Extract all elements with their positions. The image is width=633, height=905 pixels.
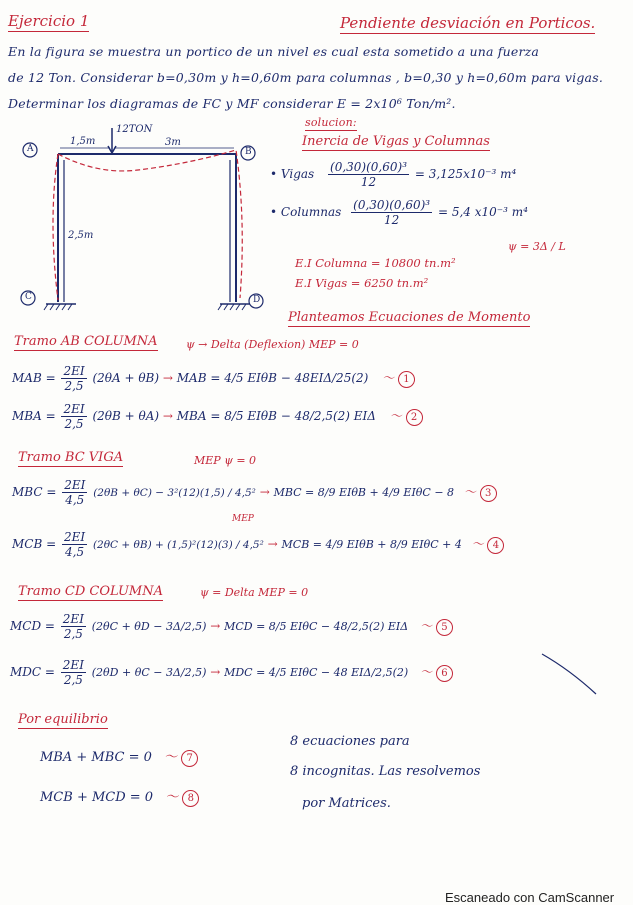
camscanner-watermark: Escaneado con CamScanner — [445, 890, 615, 905]
equation-4: MCB = $\frac{2EI}{4,5}$ (2θC + θB) + (1,5)²(12)(3) / 4,5² → MCB = 4/9 EIθB + 8/9 EIθC + 4 〜 4 — [12, 530, 504, 559]
equation-2: MBA = $\frac{2EI}{2,5}$ (2θB + θA) → MBA = 8/5 EIθB − 48/2,5(2) EIΔ 〜 2 — [12, 402, 423, 431]
equilibrium-title: Por equilibrio — [18, 712, 108, 727]
inertia-vigas: • Vigas $\frac{\text{(0,30)(0,60)³}}{12}$ = 3,125x10⁻³ m⁴ — [270, 160, 517, 189]
columnas-result: = 5,4 x10⁻³ m⁴ — [437, 205, 528, 219]
exercise-title: Ejercicio 1 — [8, 12, 90, 30]
moments-heading: Planteamos Ecuaciones de Momento — [288, 310, 531, 325]
load-label: 12TON — [116, 124, 153, 135]
statement-line-3: Determinar los diagramas de FC y MF considerar E = 2x10⁶ Ton/m². — [8, 96, 456, 111]
ei-vigas: E.I Vigas = 6250 tn.m² — [295, 276, 429, 290]
equilibrium-note-3: por Matrices. — [302, 796, 391, 811]
equation-6: MDC = $\frac{2EI}{2,5}$ (2θD + θC − 3Δ/2,5) → MDC = 4/5 EIθC − 48 EIΔ/2,5(2) 〜 6 — [10, 658, 453, 687]
inertia-heading: Inercia de Vigas y Columnas — [302, 134, 490, 149]
tramo-cd-title: Tramo CD COLUMNA — [18, 584, 163, 599]
frame-diagram — [18, 120, 280, 320]
dim-left-label: 1,5m — [70, 136, 96, 147]
equation-7: MBA + MBC = 0 〜 7 — [40, 746, 198, 767]
height-label: 2,5m — [68, 230, 94, 241]
ei-columna: E.I Columna = 10800 tn.m² — [295, 256, 456, 270]
node-b-label: B — [245, 147, 252, 157]
pen-stroke — [540, 650, 600, 700]
vigas-result: = 3,125x10⁻³ m⁴ — [414, 167, 517, 181]
node-d-label: D — [253, 295, 261, 305]
inertia-columnas: • Columnas $\frac{\text{(0,30)(0,60)³}}{12}$ = 5,4 x10⁻³ m⁴ — [270, 198, 528, 227]
equation-5: MCD = $\frac{2EI}{2,5}$ (2θC + θD − 3Δ/2,5) → MCD = 8/5 EIθC − 48/2,5(2) EIΔ 〜 5 — [10, 612, 453, 641]
columnas-label: Columnas — [280, 205, 342, 219]
mep-label: MEP — [232, 514, 254, 524]
dim-right-label: 3m — [165, 137, 181, 148]
tramo-ab-note: ψ → Delta (Deflexion) MEP = 0 — [186, 338, 359, 351]
vigas-label: Vigas — [280, 167, 315, 181]
statement-line-1: En la figura se muestra un portico de un nivel es cual esta sometido a una fuerza — [8, 44, 540, 59]
fixed-support-d-icon — [218, 304, 246, 310]
equilibrium-note-2: 8 incognitas. Las resolvemos — [290, 764, 481, 779]
equation-1: MAB = $\frac{2EI}{2,5}$ (2θA + θB) → MAB = 4/5 EIθB − 48EIΔ/25(2) 〜 1 — [12, 364, 415, 393]
tramo-ab-title: Tramo AB COLUMNA — [14, 334, 158, 349]
fixed-support-a-icon — [44, 304, 72, 310]
node-c-label: C — [25, 292, 32, 302]
solution-label: solucion: — [305, 116, 357, 129]
statement-line-2: de 12 Ton. Considerar b=0,30m y h=0,60m para columnas , b=0,30 y h=0,60m para vigas. — [8, 70, 603, 85]
equation-8: MCB + MCD = 0 〜 8 — [40, 786, 199, 807]
topic-title: Pendiente desviación en Porticos. — [340, 14, 596, 32]
equilibrium-note-1: 8 ecuaciones para — [290, 734, 410, 749]
node-a-label: A — [27, 144, 34, 154]
tramo-cd-note: ψ = Delta MEP = 0 — [200, 586, 309, 599]
equation-3: MBC = $\frac{2EI}{4,5}$ (2θB + θC) − 3²(12)(1,5) / 4,5² → MBC = 8/9 EIθB + 4/9 EIθC − 8 〜 3 — [12, 478, 497, 507]
psi-formula: ψ = 3Δ / L — [508, 240, 566, 253]
tramo-bc-title: Tramo BC VIGA — [18, 450, 124, 465]
tramo-bc-note: MEP ψ = 0 — [194, 454, 257, 467]
deflected-shape — [58, 150, 242, 298]
